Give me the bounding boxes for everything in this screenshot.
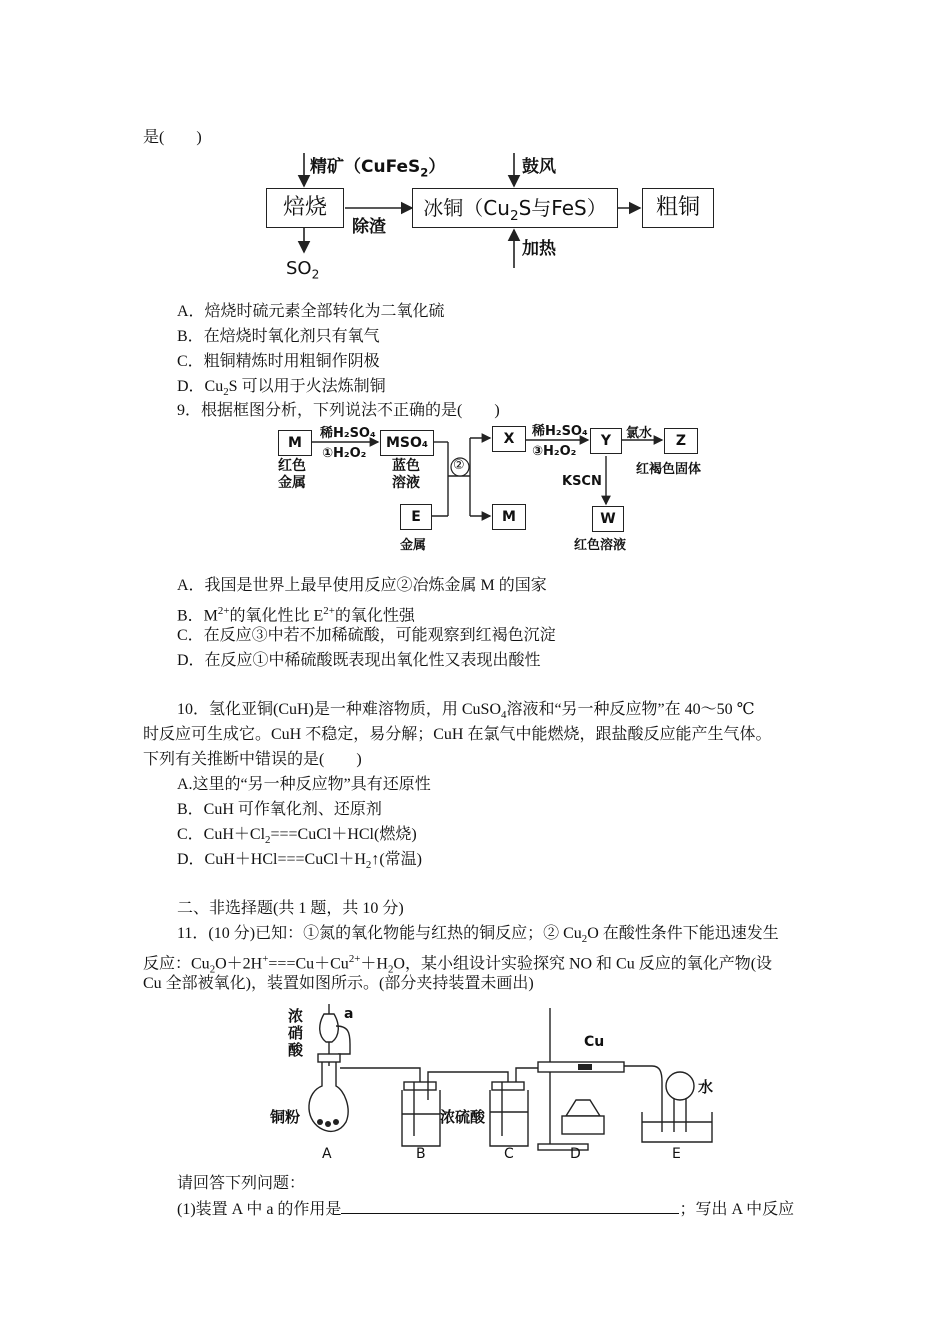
kscn-label: KSCN — [562, 474, 602, 489]
box-z: Z — [664, 428, 698, 454]
q9-option-a: A．我国是世界上最早使用反应②冶炼金属 M 的国家 — [177, 577, 547, 594]
answer-blank[interactable] — [341, 1199, 679, 1214]
heating-label: 加热 — [522, 239, 556, 259]
q10-option-b: B．CuH 可作氧化剂、还原剂 — [177, 801, 382, 818]
arrow3-bottom-label: ③H₂O₂ — [532, 444, 577, 459]
copper-powder-label: 铜粉 — [270, 1108, 301, 1126]
q10-line3: 下列有关推断中错误的是( ) — [143, 751, 362, 768]
collecting-neck — [674, 1098, 686, 1132]
matte-box: 冰铜（$Cu_2S$与FeS） — [412, 188, 618, 228]
q11-subquestion-1: (1)装置 A 中 a 的作用是 ；写出 A 中反应 — [177, 1201, 795, 1218]
copper-bead — [325, 1121, 331, 1127]
stopper-b — [404, 1082, 436, 1090]
q10-option-d: D．$CuH+HCl===CuCl+H_2↑$(常温) — [177, 851, 422, 872]
tube-a-b — [340, 1068, 420, 1082]
q11-prompt: 请回答下列问题： — [177, 1175, 306, 1192]
q8-option-d: D．$Cu_2S$ 可以用于火法炼制铜 — [177, 378, 386, 399]
arrow3-top-label: 稀H₂SO₄ — [532, 424, 588, 439]
stopper-a — [318, 1054, 340, 1062]
arrow1-bottom-label: ①H₂O₂ — [322, 446, 367, 461]
cu-label: Cu — [584, 1034, 605, 1050]
label-B: B — [416, 1146, 426, 1162]
box-x: X — [492, 426, 526, 452]
z-desc: 红褐色固体 — [636, 462, 702, 477]
crude-copper-box: 粗铜 — [642, 188, 714, 228]
box-w: W — [592, 506, 624, 532]
label-E: E — [672, 1146, 681, 1162]
burner — [566, 1100, 600, 1116]
q9-option-c: C．在反应③中若不加稀硫酸，可能观察到红褐色沉淀 — [177, 627, 556, 644]
q9-option-d: D．在反应①中稀硫酸既表现出氧化性又表现出酸性 — [177, 652, 541, 669]
chlorine-water-label: 氯水 — [626, 426, 653, 441]
q8-option-b: B．在焙烧时氧化剂只有氧气 — [177, 328, 380, 345]
q9-option-b: B．$M^{2+}$的氧化性比 $E^{2+}$的氧化性强 — [177, 605, 415, 625]
q10-line2: 时反应可生成它。CuH 不稳定，易分解；CuH 在氯气中能燃烧，跟盐酸反应能产生气体。 — [143, 726, 772, 743]
box-m-product: M — [492, 504, 526, 530]
air-label: 鼓风 — [522, 157, 556, 177]
q10-option-a: A.这里的“另一种反应物”具有还原性 — [177, 776, 431, 793]
slag-removal-label: 除渣 — [352, 217, 386, 237]
label-C: C — [504, 1146, 514, 1162]
trough-e — [642, 1112, 712, 1142]
label-A: A — [322, 1146, 332, 1162]
reaction-flow-diagram — [270, 418, 720, 558]
roasting-box: 焙烧 — [266, 188, 344, 228]
q8-option-a: A．焙烧时硫元素全部转化为二氧化硫 — [177, 303, 445, 320]
section-heading: 二、非选择题(共 1 题，共 10 分) — [177, 900, 404, 917]
so2-label: $SO_2$ — [286, 258, 320, 282]
conc-sulfuric-acid-label: 浓硫酸 — [440, 1108, 486, 1126]
copper-in-tube — [578, 1064, 592, 1070]
q8-stem-tail: 是( ) — [143, 129, 202, 146]
tube-b-c — [428, 1072, 508, 1082]
water-label: 水 — [698, 1078, 714, 1096]
copper-bead — [333, 1119, 339, 1125]
q11-line3: Cu 全部被氧化)，装置如图所示。(部分夹持装置未画出) — [143, 975, 534, 992]
tube-c-d — [516, 1068, 540, 1082]
box-y: Y — [590, 428, 622, 454]
copper-bead — [317, 1119, 323, 1125]
box-mso4: MSO₄ — [380, 430, 434, 456]
reaction-2-label: ② — [453, 458, 465, 473]
m-desc: 红色 金属 — [278, 458, 306, 491]
box-e: E — [400, 504, 432, 530]
funnel-bulb — [320, 1014, 339, 1042]
e-desc: 金属 — [400, 538, 427, 553]
collecting-bulb — [666, 1072, 694, 1100]
conc-nitric-acid-label: 浓 硝 酸 — [288, 1007, 304, 1059]
box-m: M — [278, 430, 312, 456]
smelting-flow-diagram — [260, 148, 720, 288]
q11-line1: 11．(10 分)已知：①氮的氧化物能与红热的铜反应；② $Cu_2O$ 在酸性条件下能迅速发生 — [177, 925, 779, 946]
arrow1-top-label: 稀H₂SO₄ — [320, 426, 376, 441]
bottle-b — [402, 1090, 440, 1146]
stopper-c — [492, 1082, 524, 1090]
ore-label: 精矿（CuFeS$_2$） — [310, 157, 446, 180]
mso4-desc: 蓝色 溶液 — [392, 458, 420, 491]
burner-base — [562, 1116, 604, 1134]
q10-option-c: C．$CuH+Cl_2===CuCl+HCl$(燃烧) — [177, 826, 417, 847]
flask-a — [309, 1062, 348, 1131]
q10-line1: 10．氢化亚铜(CuH)是一种难溶物质，用 CuSO$_4$溶液和“另一种反应物”在 40～50 ℃ — [177, 701, 755, 722]
apparatus-diagram — [270, 996, 720, 1166]
w-desc: 红色溶液 — [574, 538, 627, 553]
q8-option-c: C．粗铜精炼时用粗铜作阴极 — [177, 353, 380, 370]
label-D: D — [570, 1146, 581, 1162]
bottle-c — [490, 1090, 528, 1146]
q11-line2: 反应：$Cu_2O+2H^+===Cu+Cu^{2+}+H_2O$，某小组设计实验探究 NO 和 Cu 反应的氧化产物(设 — [143, 953, 773, 976]
label-a-part: a — [344, 1006, 354, 1022]
q9-stem: 9．根据框图分析，下列说法不正确的是( ) — [177, 402, 500, 419]
